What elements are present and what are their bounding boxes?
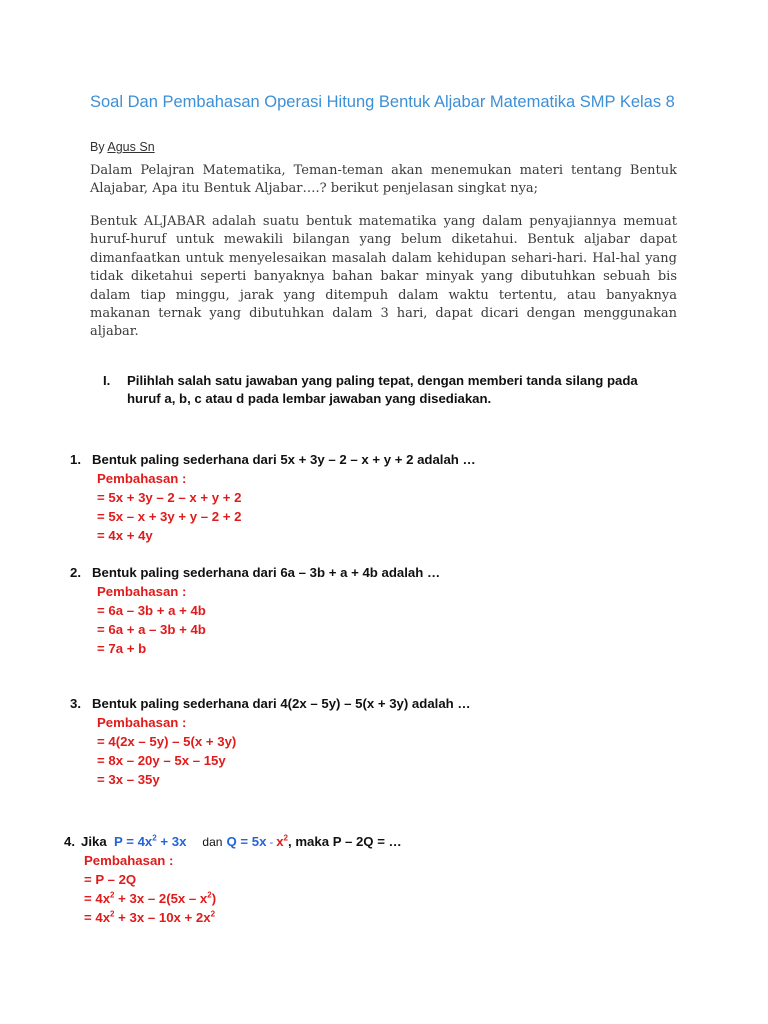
step-part: + 3x – 10x + 2x — [114, 910, 211, 925]
question-line — [70, 694, 690, 713]
question-maka: , maka P – 2Q = … — [288, 834, 402, 849]
step-exponent: 2 — [210, 909, 216, 919]
solution-step: = 6a – 3b + a + 4b — [97, 603, 206, 618]
article-title: Soal Dan Pembahasan Operasi Hitung Bentuk Aljabar Matematika SMP Kelas 8 — [90, 93, 675, 111]
solution-step: = 8x – 20y – 5x – 15y — [97, 753, 226, 768]
solution-label: Pembahasan : — [97, 584, 187, 599]
q-expr-exponent: 2 — [283, 833, 288, 843]
question-text: Bentuk paling sederhana dari 5x + 3y – 2 – x + y + 2 adalah … — [92, 452, 476, 467]
q-expr-head: Q = 5x — [226, 834, 267, 849]
solution-step: = 5x + 3y – 2 – x + y + 2 — [97, 490, 242, 505]
intro-paragraph: Dalam Pelajran Matematika, Teman-teman akan menemukan materi tentang Bentuk Alajabar, Apa itu Bentuk Aljabar….? berikut penjelasan singkat nya; — [90, 163, 677, 197]
step-exponent: 2 — [110, 909, 115, 919]
solution-step: = 4(2x – 5y) – 5(x + 3y) — [97, 734, 237, 749]
instruction-number: I. — [103, 373, 111, 388]
solution-step: = 4x + 4y — [97, 528, 153, 543]
solution-step — [84, 889, 684, 908]
solution — [97, 582, 690, 658]
question-2 — [70, 563, 690, 658]
p-expression — [114, 832, 186, 851]
step-part: ) — [211, 891, 217, 906]
definition-paragraph: Bentuk ALJABAR adalah suatu bentuk matematika yang dalam penyajiannya memuat huruf-huruf untuk mewakili bilangan yang belum diketahui. Bentuk aljabar dapat dimanfaatkan untuk menyelesaikan masalah dalam kehidupan sehari-hari. Hal-hal yang tidak diketahui seperti banyaknya bahan bakar minyak yang dibutuhkan sebuah bis dalam tiap minggu, jarak yang ditempuh dalam waktu tertentu, atau banyaknya makanan ternak yang dibutuhkan dalam 3 hari, dapat dicari dengan menggunakan aljabar. — [90, 214, 677, 340]
step-part: = 4x — [84, 910, 111, 925]
question-line — [70, 450, 690, 469]
question-3 — [70, 694, 690, 789]
solution-label: Pembahasan : — [97, 715, 187, 730]
question-line — [70, 563, 690, 582]
solution — [84, 851, 684, 927]
byline — [90, 140, 155, 154]
solution-step — [84, 908, 684, 927]
step-part: + 3x – 2(5x – x — [114, 891, 208, 906]
step-exponent: 2 — [207, 890, 212, 900]
solution-label: Pembahasan : — [84, 853, 174, 868]
step-exponent: 2 — [110, 890, 115, 900]
question-line — [64, 832, 684, 851]
instruction-text: Pilihlah salah satu jawaban yang paling tepat, dengan memberi tanda silang pada huruf a, b, c atau d pada lembar jawaban yang disediakan. — [127, 373, 638, 406]
solution-step: = 6a + a – 3b + 4b — [97, 622, 206, 637]
p-expr-base: P = 4x — [114, 834, 153, 849]
question-text: Bentuk paling sederhana dari 4(2x – 5y) – 5(x + 3y) adalah … — [92, 696, 471, 711]
q-expr-minus: - — [266, 837, 277, 849]
author-link[interactable]: Agus Sn — [107, 140, 155, 154]
solution-step: = 3x – 35y — [97, 772, 160, 787]
solution-label: Pembahasan : — [97, 471, 187, 486]
question-jika: Jika — [81, 834, 107, 849]
solution-step: = P – 2Q — [84, 872, 137, 887]
step-part: = 4x — [84, 891, 111, 906]
q-expression — [226, 832, 288, 853]
q-expr-base: x — [276, 834, 284, 849]
question-dan: dan — [202, 835, 223, 849]
question-number: 3. — [70, 696, 81, 711]
question-number: 2. — [70, 565, 81, 580]
solution — [97, 469, 690, 545]
solution-step: = 7a + b — [97, 641, 147, 656]
byline-prefix: By — [90, 140, 105, 154]
question-number: 4. — [64, 834, 75, 849]
p-expr-tail: + 3x — [156, 834, 187, 849]
question-text: Bentuk paling sederhana dari 6a – 3b + a + 4b adalah … — [92, 565, 441, 580]
instruction — [103, 372, 673, 408]
question-number: 1. — [70, 452, 81, 467]
question-1 — [70, 450, 690, 545]
solution — [97, 713, 690, 789]
p-expr-exponent: 2 — [152, 833, 157, 843]
question-4 — [64, 832, 684, 927]
solution-step: = 5x – x + 3y + y – 2 + 2 — [97, 509, 242, 524]
